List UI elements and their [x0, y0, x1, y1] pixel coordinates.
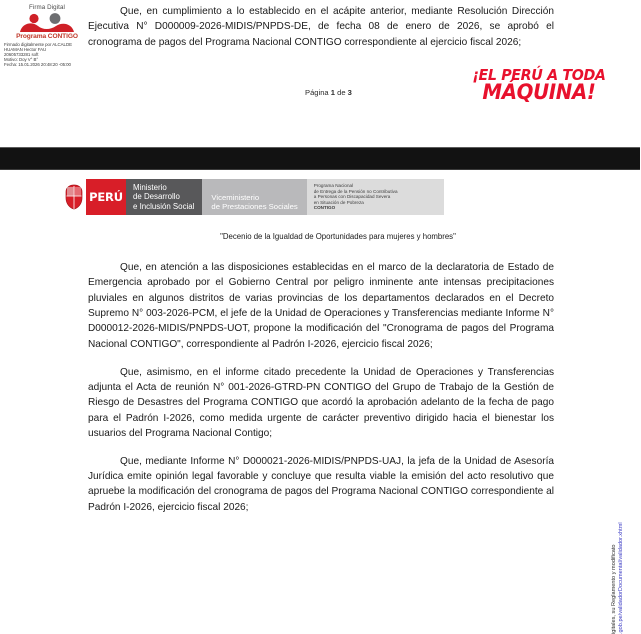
- ministry-line: de Desarrollo: [133, 192, 180, 202]
- program-line: de Entrega de la Pensión no Contributiva: [313, 188, 398, 194]
- page2-paragraph: [88, 454, 554, 515]
- page2-body: [88, 260, 554, 528]
- slogan-line-1: ¡EL PERÚ A TODA: [472, 66, 606, 84]
- peru-slogan-logo: [459, 68, 619, 104]
- decenio-slogan: "Decenio de la Igualdad de Oportunidades para mujeres y hombres": [220, 232, 456, 241]
- program-description-block: [307, 179, 444, 215]
- page2-paragraph: [88, 260, 554, 352]
- ministry-line: Ministerio: [133, 182, 167, 192]
- viceministry-block: [202, 179, 306, 215]
- signature-meta-line: Motivo: Doy V° B°: [4, 57, 39, 63]
- digital-signature-stamp: [4, 4, 90, 67]
- program-line: en Situación de Pobreza: [313, 199, 364, 205]
- peru-wordmark: PERÚ: [89, 190, 123, 204]
- page-label-middle: de: [335, 88, 348, 97]
- page-total: 3: [347, 88, 352, 97]
- program-line: a Personas con Discapacidad Severa: [313, 194, 391, 200]
- signature-program-name: Programa CONTIGO: [16, 33, 78, 40]
- page2-paragraph: [88, 365, 554, 442]
- page2-paragraph-text: Que, en atención a las disposiciones establecidas en el marco de la declaratoria de Estado de Emergencia aprobado por el Gobierno Central por peligro inminente ante intensas precipitaciones pluviales en algunos distritos de varias provincias de los departamentos declarados en el Decreto Supremo N° 003-2026-PCM, el jefe de la Unidad de Operaciones y Transferencias mediante Informe N° D000012-2026-MIDIS/PNPDS-UOT, propone la modificación del "Cronograma de pagos del Programa Nacional CONTIGO", correspondiente al Padrón I-2026, ejercicio fiscal 2026;: [88, 262, 554, 350]
- document-page-1: [0, 0, 640, 147]
- document-page-2: [0, 170, 640, 634]
- validation-note-text: igitales, su Reglamento y modificato: [611, 544, 617, 634]
- document-validation-note: [611, 508, 641, 634]
- viceministry-line: Viceministerio: [211, 192, 260, 202]
- page1-paragraph: [88, 4, 554, 50]
- page2-paragraph-text: Que, mediante Informe N° D000021-2026-MIDIS/PNPDS-UAJ, la jefa de la Unidad de Asesoría Jurídica emite opinión legal favorable y concluye que resulta viable la emisión del acto resolutivo que apruebe la modificación del cronograma de pagos del Programa Nacional CONTIGO correspondiente al Padrón I-2026, ejercicio fiscal 2026;: [88, 455, 554, 513]
- validation-note-url[interactable]: .gob.pe/validadorDocumental/validador.xhtml: [618, 522, 624, 634]
- government-header-band: [62, 179, 444, 215]
- program-line: CONTIGO: [313, 205, 336, 211]
- signature-meta-line: Firmado digitalmente por ALCALDE: [4, 42, 72, 47]
- ministry-line: e Inclusión Social: [133, 201, 195, 211]
- peru-coat-of-arms-icon: [62, 179, 86, 215]
- page-label-prefix: Página: [305, 88, 331, 97]
- signature-meta-line: 20605733281 soft: [4, 52, 39, 58]
- page-current: 1: [330, 88, 335, 97]
- slogan-line-2: MÁQUINA!: [482, 79, 596, 105]
- viceministry-line: de Prestaciones Sociales: [211, 202, 298, 212]
- signature-metadata: [4, 42, 90, 67]
- signature-meta-line: Fecha: 15.01.2026 20:48:20 -05:00: [4, 62, 71, 68]
- signature-title: Firma Digital: [28, 4, 66, 11]
- page2-paragraph-text: Que, asimismo, en el informe citado precedente la Unidad de Operaciones y Transferencias adjunta el Acta de reunión N° 001-2026-GTRD-PN CONTIGO del Grupo de Trabajo de la Gestión de Riesgo de Desastres del Programa CONTIGO que acordó la aprobación adelanto de la fecha de pago para el Padrón I-2026, como medida urgente de carácter preventivo dirigido hacia el bienestar los usuarios del Programa Nacional Contigo;: [88, 366, 554, 439]
- peru-brand-block: [86, 179, 126, 215]
- page-separator: [0, 147, 640, 170]
- page-number-footer: [305, 88, 352, 97]
- page1-paragraph-text: Que, en cumplimiento a lo establecido en el acápite anterior, mediante Resolución Dirección Ejecutiva N° D000009-2026-MIDIS/PNPDS-DE, de fecha 08 de enero de 2026, se aprobó el cronograma de pagos del Programa Nacional CONTIGO correspondiente al ejercicio fiscal 2026;: [88, 6, 554, 48]
- contigo-logo-icon: [4, 12, 90, 34]
- signature-meta-line: HUAMAN Hector FAU: [4, 47, 47, 53]
- program-line: Programa Nacional: [313, 183, 354, 189]
- ministry-block: [126, 179, 202, 215]
